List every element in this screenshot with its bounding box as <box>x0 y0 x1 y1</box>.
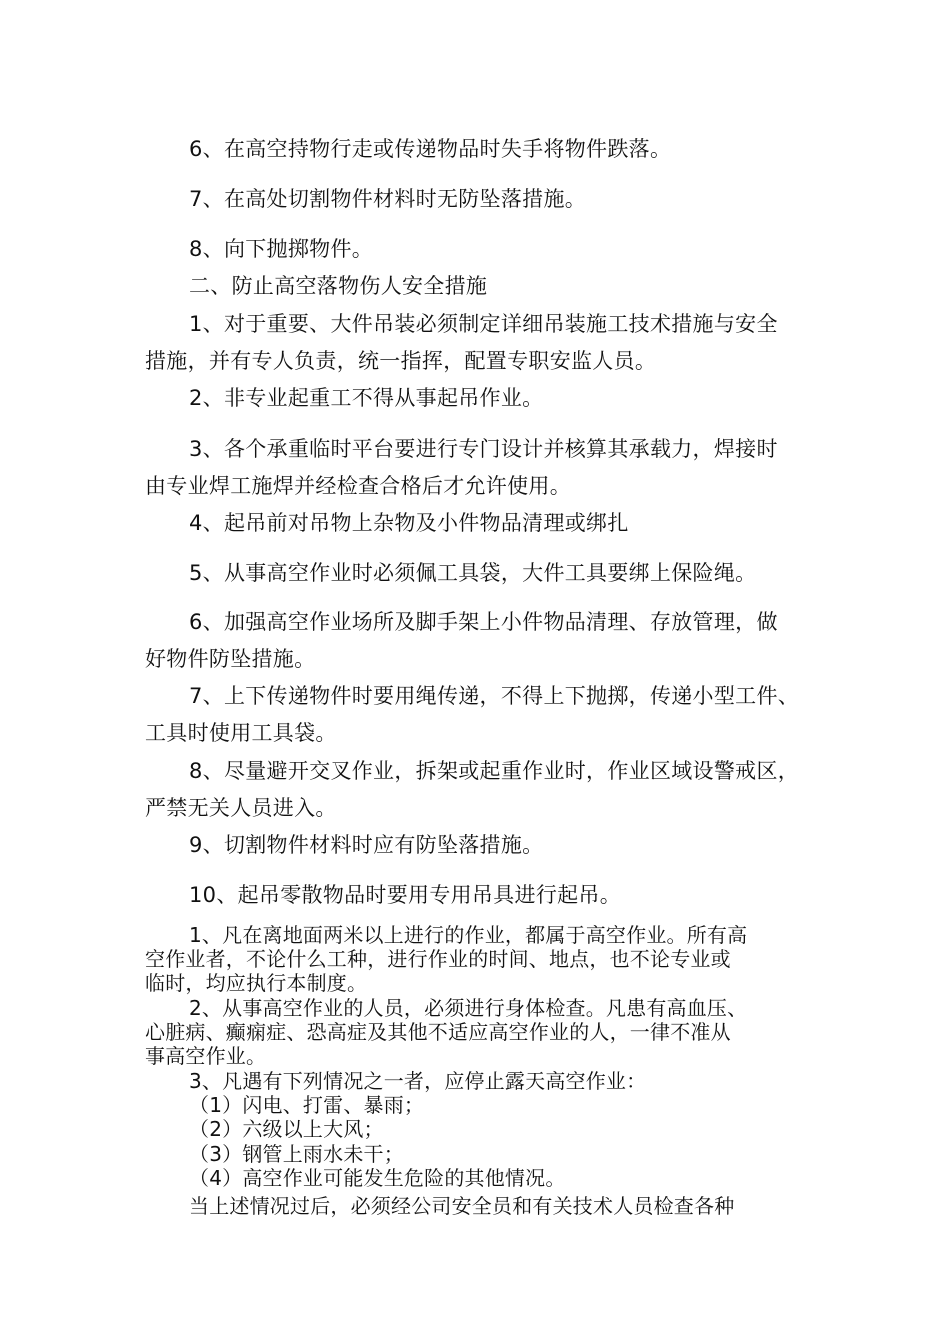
list-item: （3）钢管上雨水未干； <box>189 1142 404 1166</box>
paragraph-line: 工具时使用工具袋。 <box>145 721 337 745</box>
paragraph-line: 1、凡在离地面两米以上进行的作业，都属于高空作业。所有高 <box>189 923 748 947</box>
paragraph-line: 当上述情况过后，必须经公司安全员和有关技术人员检查各种 <box>189 1194 735 1218</box>
paragraph-line: 3、凡遇有下列情况之一者，应停止露天高空作业： <box>189 1069 647 1093</box>
paragraph-line: 2、非专业起重工不得从事起吊作业。 <box>189 386 544 410</box>
paragraph-line: 6、在高空持物行走或传递物品时失手将物件跌落。 <box>189 137 672 161</box>
paragraph-line: 由专业焊工施焊并经检查合格后才允许使用。 <box>145 474 571 498</box>
paragraph-line: 事高空作业。 <box>145 1044 267 1068</box>
paragraph-line: 临时，均应执行本制度。 <box>145 971 368 995</box>
paragraph-line: 空作业者，不论什么工种，进行作业的时间、地点，也不论专业或 <box>145 947 731 971</box>
list-item: （1）闪电、打雷、暴雨； <box>189 1093 425 1117</box>
paragraph-line: 2、从事高空作业的人员，必须进行身体检查。凡患有高血压、 <box>189 996 748 1020</box>
paragraph-line: 心脏病、癫痫症、恐高症及其他不适应高空作业的人，一律不准从 <box>145 1020 731 1044</box>
section-heading: 二、防止高空落物伤人安全措施 <box>189 274 488 298</box>
paragraph-line: 9、切割物件材料时应有防坠落措施。 <box>189 833 544 857</box>
paragraph-line: 措施，并有专人负责，统一指挥，配置专职安监人员。 <box>145 349 657 373</box>
paragraph-line: 5、从事高空作业时必须佩工具袋，大件工具要绑上保险绳。 <box>189 561 757 585</box>
paragraph-line: 8、尽量避开交叉作业，拆架或起重作业时，作业区域设警戒区， <box>189 759 800 783</box>
paragraph-line: 3、各个承重临时平台要进行专门设计并核算其承载力，焊接时 <box>189 437 778 461</box>
paragraph-line: 严禁无关人员进入。 <box>145 796 337 820</box>
paragraph-line: 6、加强高空作业场所及脚手架上小件物品清理、存放管理，做 <box>189 610 778 634</box>
paragraph-line: 好物件防坠措施。 <box>145 647 316 671</box>
list-item: （4）高空作业可能发生危险的其他情况。 <box>189 1166 566 1190</box>
paragraph-line: 8、向下抛掷物件。 <box>189 237 374 261</box>
paragraph-line: 1、对于重要、大件吊装必须制定详细吊装施工技术措施与安全 <box>189 312 778 336</box>
list-item: （2）六级以上大风； <box>189 1117 384 1141</box>
paragraph-line: 10、起吊零散物品时要用专用吊具进行起吊。 <box>189 883 622 907</box>
paragraph-line: 7、在高处切割物件材料时无防坠落措施。 <box>189 187 587 211</box>
paragraph-line: 7、上下传递物件时要用绳传递，不得上下抛掷，传递小型工件、 <box>189 684 800 708</box>
paragraph-line: 4、起吊前对吊物上杂物及小件物品清理或绑扎 <box>189 511 629 535</box>
